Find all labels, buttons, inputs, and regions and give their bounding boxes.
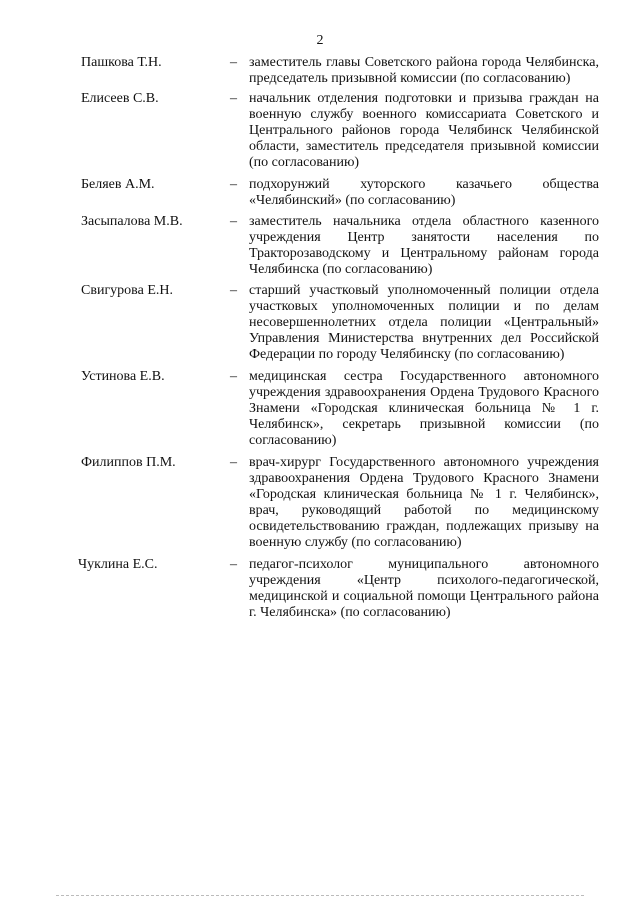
member-entry xyxy=(0,214,640,278)
member-entry xyxy=(0,177,640,209)
member-name: Устинова Е.В. xyxy=(81,369,165,384)
member-name: Пашкова Т.Н. xyxy=(81,55,162,70)
member-description: врач-хирург Государственного автономного учреждения здравоохранения Ордена Трудового Красного Знамени «Городская клиническая больница № 1 г. Челябинск», врач, руководящий работой по медицинскому освидетельствованию граждан, подлежащих призыву на военную службу (по согласованию) xyxy=(249,455,599,550)
member-description: заместитель главы Советского района города Челябинска, председатель призывной комиссии (по согласованию) xyxy=(249,55,599,86)
member-description: заместитель начальника отдела областного казенного учреждения Центр занятости населения по Тракторозаводскому и Центральному районам города Челябинска (по согласованию) xyxy=(249,214,599,277)
page-number: 2 xyxy=(316,33,324,48)
member-entry xyxy=(0,557,640,621)
member-entry xyxy=(0,283,640,363)
dash-separator: – xyxy=(230,177,237,192)
member-name: Филиппов П.М. xyxy=(81,455,176,470)
member-description: начальник отделения подготовки и призыва граждан на военную службу военного комиссариата Советского и Центрального районов города Челябинск Челябинской области, заместитель председателя призывной комиссии (по согласованию) xyxy=(249,91,599,170)
dash-separator: – xyxy=(230,214,237,229)
member-name: Елисеев С.В. xyxy=(81,91,159,106)
member-name: Засыпалова М.В. xyxy=(81,214,183,229)
member-name: Чуклина Е.С. xyxy=(78,557,158,572)
dash-separator: – xyxy=(230,55,237,70)
dash-separator: – xyxy=(230,91,237,106)
member-entry xyxy=(0,55,640,87)
member-name: Свигурова Е.Н. xyxy=(81,283,173,298)
member-description: педагог-психолог муниципального автономного учреждения «Центр психолого-педагогической, медицинской и социальной помощи Центрального района г. Челябинска» (по согласованию) xyxy=(249,557,599,620)
member-name: Беляев А.М. xyxy=(81,177,155,192)
dash-separator: – xyxy=(230,455,237,470)
scan-bottom-edge xyxy=(56,895,584,896)
member-description: подхорунжий хуторского казачьего общества «Челябинский» (по согласованию) xyxy=(249,177,599,208)
commission-member-list xyxy=(0,55,640,624)
member-entry xyxy=(0,455,640,551)
member-description: старший участковый уполномоченный полиции отдела участковых уполномоченных полиции и по делам несовершеннолетних отдела полиции «Центральный» Управления Министерства внутренних дел Российской Федерации по городу Челябинску (по согласованию) xyxy=(249,283,599,362)
dash-separator: – xyxy=(230,283,237,298)
dash-separator: – xyxy=(230,369,237,384)
member-entry xyxy=(0,91,640,171)
member-description: медицинская сестра Государственного автономного учреждения здравоохранения Ордена Трудового Красного Знамени «Городская клиническая больница № 1 г. Челябинск», секретарь призывной комиссии (по согласованию) xyxy=(249,369,599,448)
dash-separator: – xyxy=(230,557,237,572)
member-entry xyxy=(0,369,640,449)
